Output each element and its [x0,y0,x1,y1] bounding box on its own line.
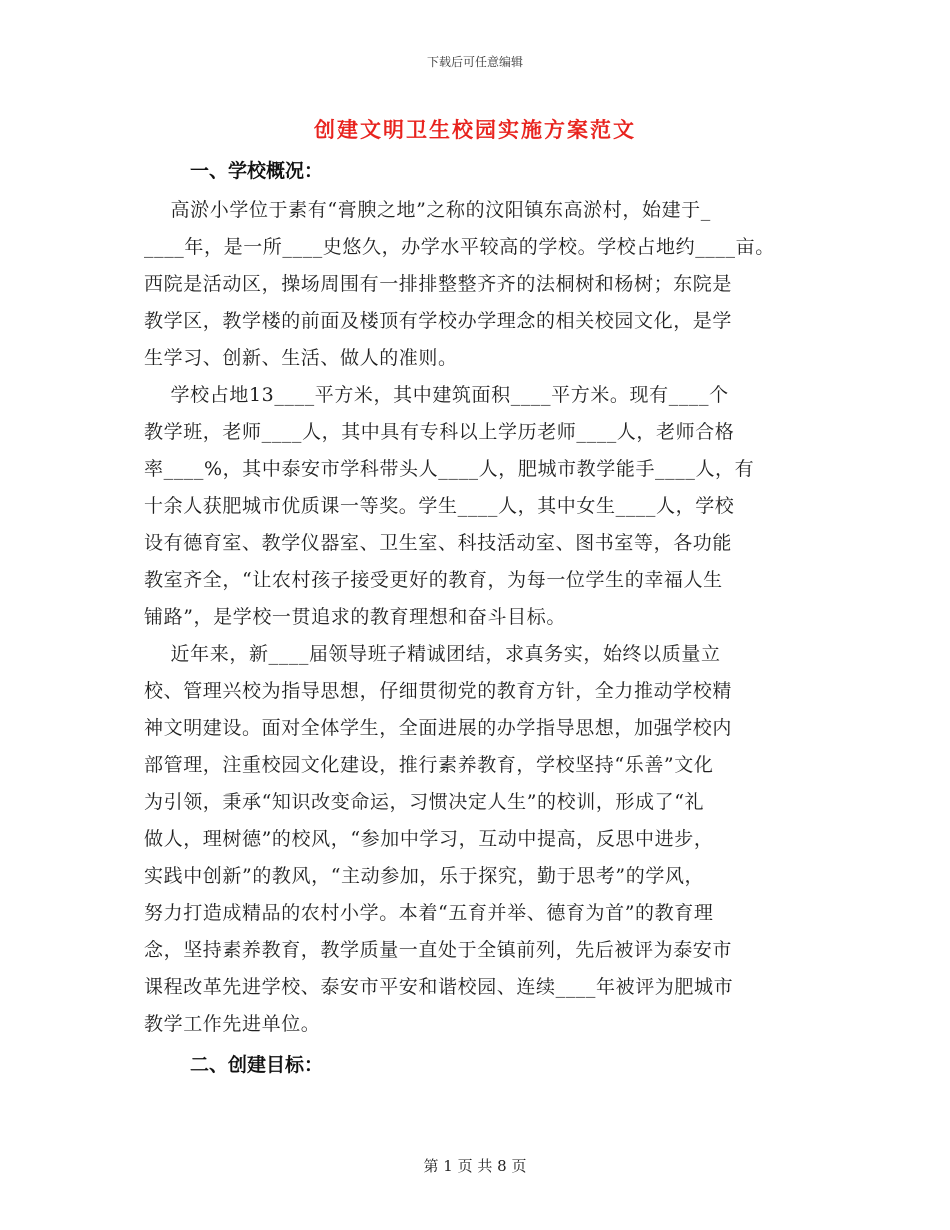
paragraph-line: 率____%，其中泰安市学科带头人____人，肥城市教学能手____人，有 [144,458,755,480]
paragraph-line: 西院是活动区，操场周围有一排排整整齐齐的法桐树和杨树；东院是 [144,273,733,295]
paragraph-line: 做人，理树德”的校风，“参加中学习，互动中提高，反思中进步， [144,828,714,850]
section-heading-goals: 二、创建目标： [190,1054,324,1076]
paragraph-line: 生学习、创新、生活、做人的准则。 [144,347,458,369]
page-number-footer: 第 1 页 共 8 页 [423,1157,527,1175]
paragraph-line: 铺路”，是学校一贯追求的教育理想和奋斗目标。 [144,606,566,628]
paragraph-line: 近年来，新____届领导班子精诚团结，求真务实，始终以质量立 [144,643,721,665]
paragraph-line: 部管理，注重校园文化建设，推行素养教育，学校坚持“乐善”文化 [144,754,714,776]
paragraph-line: 教学区，教学楼的前面及楼顶有学校办学理念的相关校园文化，是学 [144,310,733,332]
paragraph-line: 十余人获肥城市优质课一等奖。学生____人，其中女生____人，学校 [144,495,735,517]
paragraph-line: 神文明建设。面对全体学生，全面进展的办学指导思想，加强学校内 [144,717,733,739]
paragraph-line: 校、管理兴校为指导思想，仔细贯彻党的教育方针，全力推动学校精 [144,680,733,702]
paragraph-line: 课程改革先进学校、泰安市平安和谐校园、连续____年被评为肥城市 [144,976,734,998]
paragraph-line: 努力打造成精品的农村小学。本着“五育并举、德育为首”的教育理 [144,902,714,924]
header-note: 下载后可任意编辑 [426,55,523,69]
paragraph-line: 为引领，秉承“知识改变命运，习惯决定人生”的校训，形成了“礼 [144,791,705,813]
paragraph-line: 设有德育室、教学仪器室、卫生室、科技活动室、图书室等，各功能 [144,532,733,554]
paragraph-line: 教学班，老师____人，其中具有专科以上学历老师____人，老师合格 [144,421,735,443]
document-title: 创建文明卫生校园实施方案范文 [314,117,636,142]
paragraph-line: 高淤小学位于素有“膏腴之地”之称的汶阳镇东高淤村，始建于_ [144,199,711,221]
paragraph-line: 念，坚持素养教育，教学质量一直处于全镇前列，先后被评为泰安市 [144,939,733,961]
section-heading-school-overview: 一、学校概况： [190,160,324,182]
paragraph-line: ____年，是一所____史悠久，办学水平较高的学校。学校占地约____亩。 [144,236,775,258]
paragraph-line: 实践中创新”的教风，“主动参加，乐于探究，勤于思考”的学风， [144,865,705,887]
paragraph-line: 学校占地13____平方米，其中建筑面积____平方米。现有____个 [144,384,729,406]
paragraph-line: 教学工作先进单位。 [144,1013,321,1035]
paragraph-line: 教室齐全，“让农村孩子接受更好的教育，为每一位学生的幸福人生 [144,569,723,591]
